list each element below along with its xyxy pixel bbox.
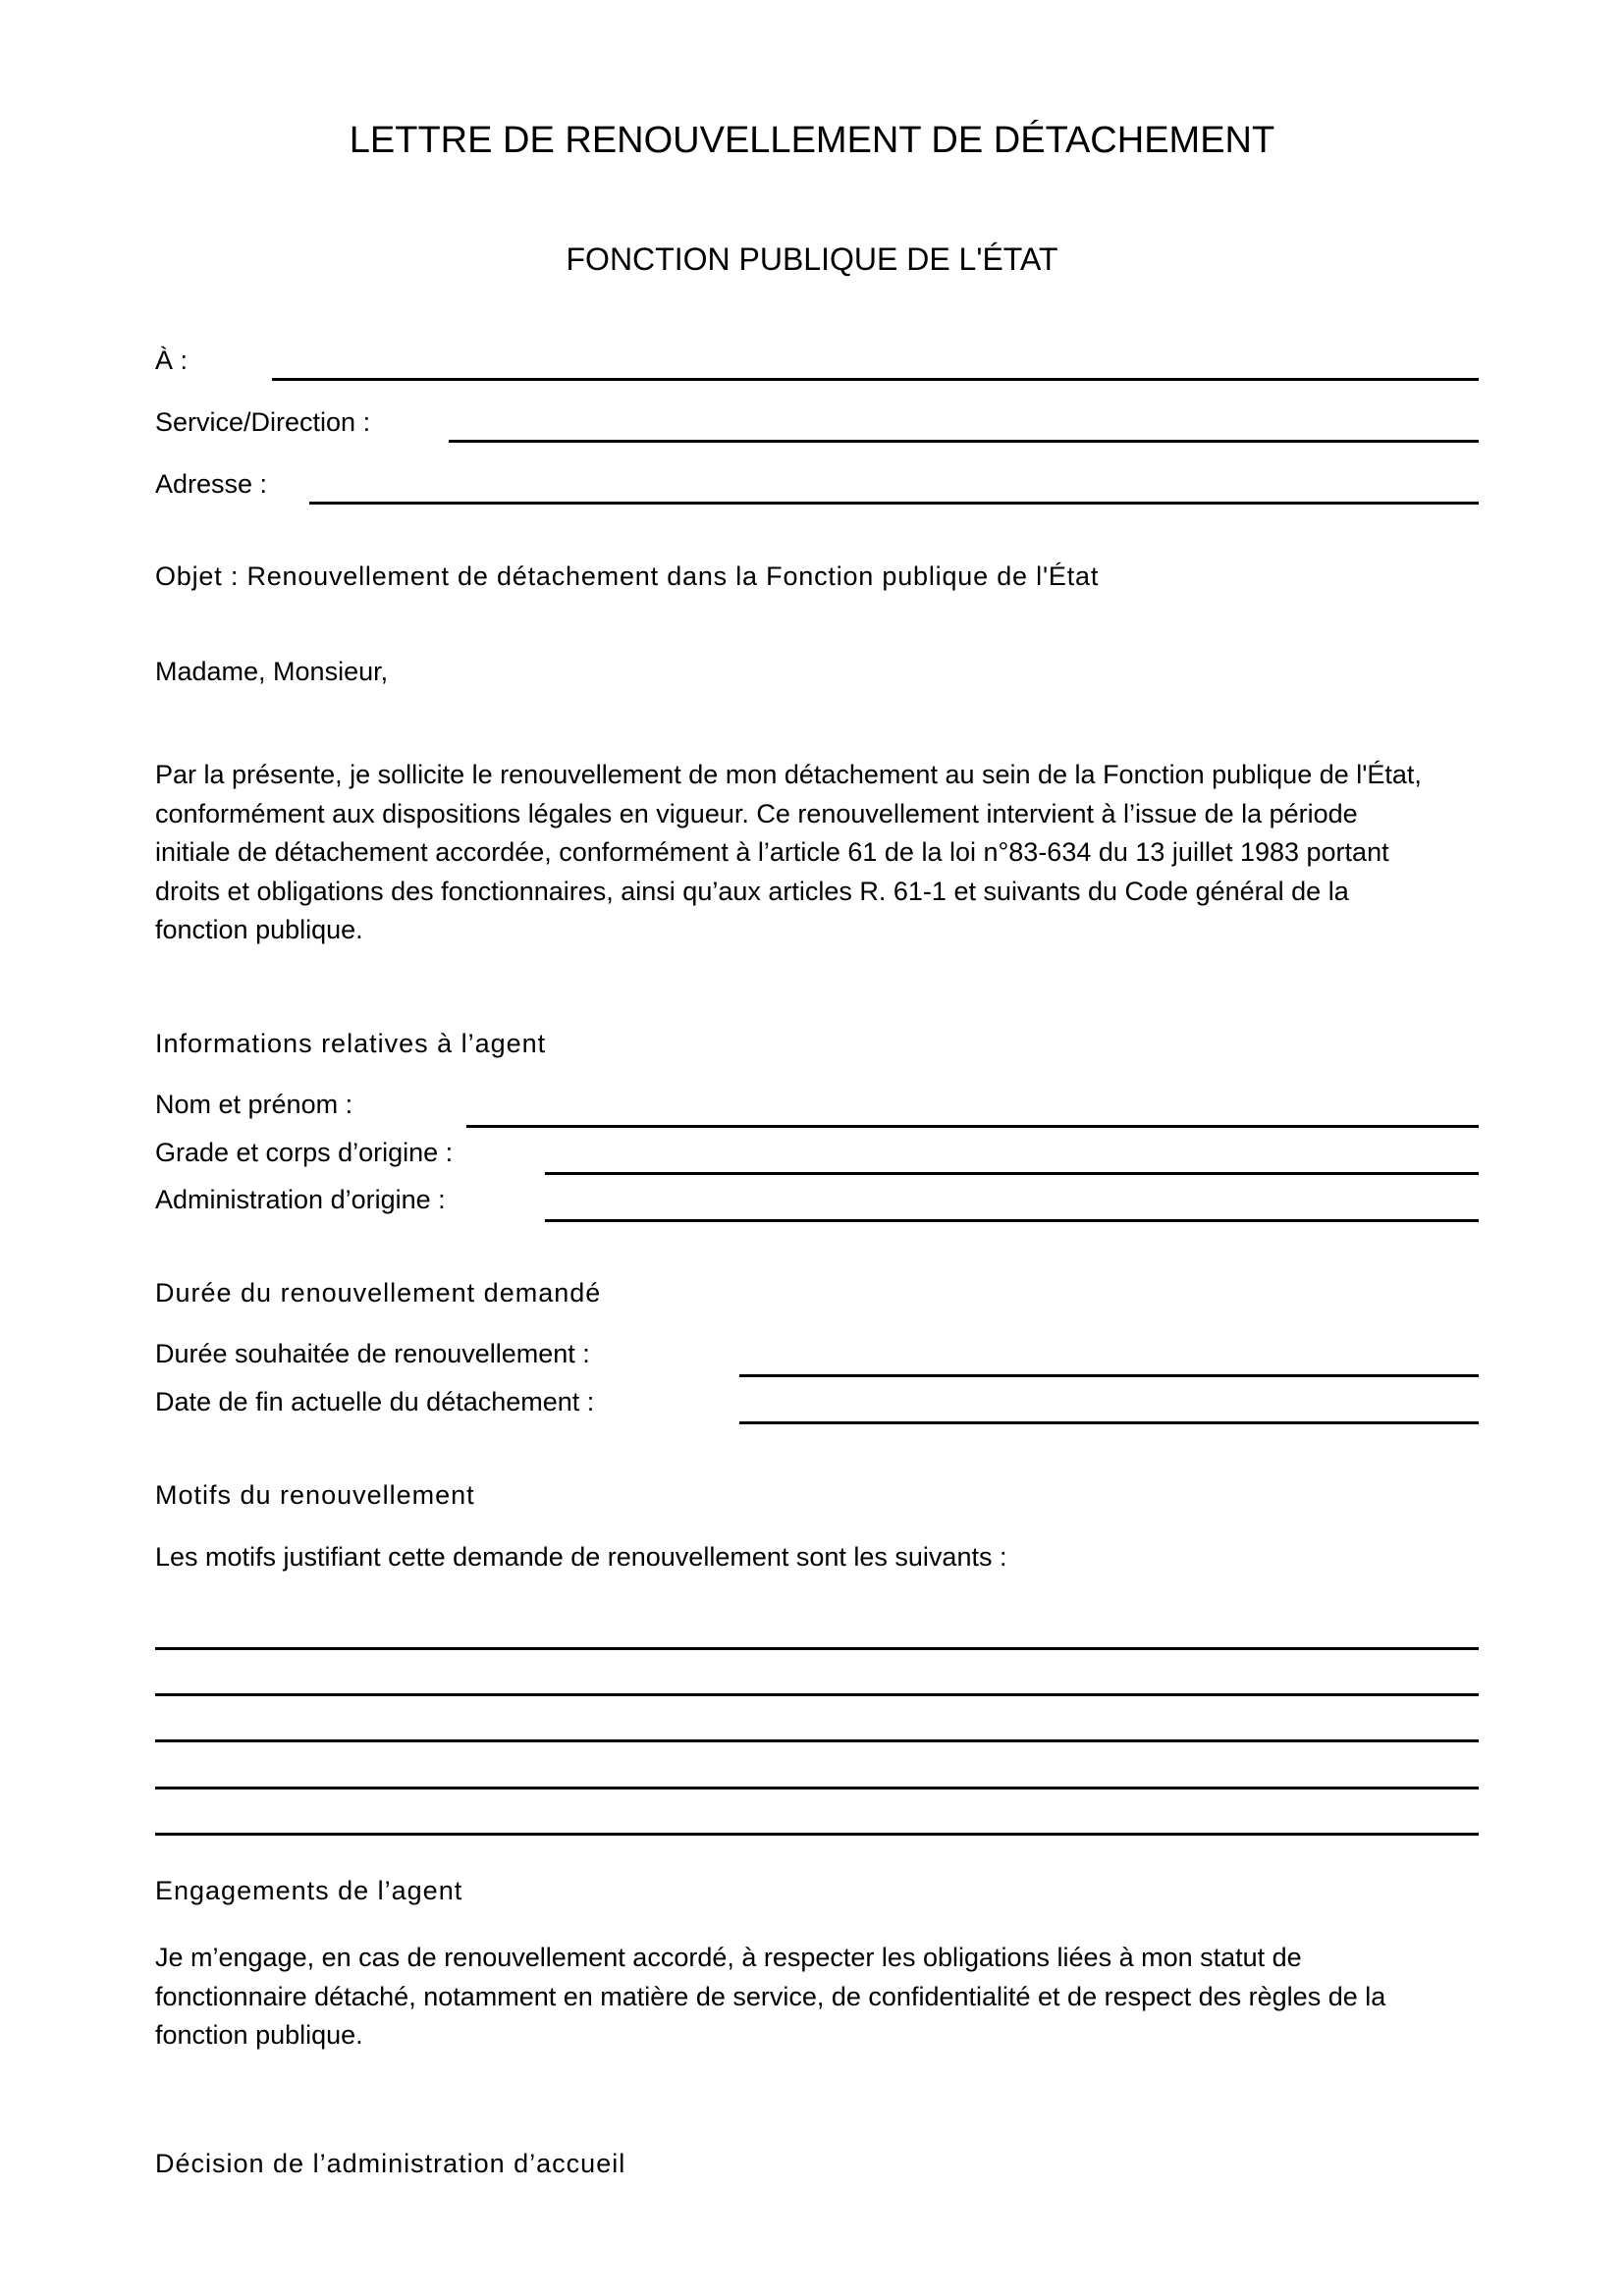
paragraph-line: fonctionnaire détaché, notamment en matière de service, de confidentialité et de respect des règles de la [155,1981,1386,2011]
name-label: Nom et prénom : [155,1090,353,1119]
paragraph-line: fonction publique. [155,915,363,945]
grade-corps-field[interactable] [545,1172,1479,1175]
recipient-label: À : [155,346,189,375]
origin-administration-field[interactable] [545,1219,1479,1222]
paragraph-line: fonction publique. [155,2020,363,2051]
paragraph-line: initiale de détachement accordée, conformément à l’article 61 de la loi n°83-634 du 13 juillet 1983 portant [155,837,1389,868]
paragraph-line: conformément aux dispositions légales en vigueur. Ce renouvellement intervient à l’issue de la période [155,798,1358,828]
current-end-date-field[interactable] [739,1421,1479,1424]
paragraph-line: droits et obligations des fonctionnaires, ainsi qu’aux articles R. 61-1 et suivants du Code général de la [155,876,1349,906]
address-label: Adresse : [155,469,268,499]
reason-line-5[interactable] [155,1833,1479,1836]
name-field[interactable] [466,1125,1479,1128]
reasons-intro: Les motifs justifiant cette demande de renouvellement sont les suivants : [155,1542,1007,1572]
recipient-field[interactable] [272,378,1479,381]
duration-section-heading: Durée du renouvellement demandé [155,1278,602,1308]
object-line: Objet : Renouvellement de détachement dans la Fonction publique de l'État [155,561,1100,591]
desired-duration-field[interactable] [739,1374,1479,1377]
desired-duration-label: Durée souhaitée de renouvellement : [155,1339,590,1368]
service-direction-field[interactable] [449,440,1479,443]
reason-line-2[interactable] [155,1693,1479,1696]
commitments-section-heading: Engagements de l’agent [155,1876,463,1905]
address-field[interactable] [309,502,1479,505]
decision-section-heading: Décision de l’administration d’accueil [155,2149,626,2178]
grade-corps-label: Grade et corps d’origine : [155,1138,454,1167]
reason-line-1[interactable] [155,1647,1479,1650]
commitments-paragraph [155,1939,1471,2056]
document-subtitle: FONCTION PUBLIQUE DE L'ÉTAT [566,241,1058,277]
origin-administration-label: Administration d’origine : [155,1185,446,1214]
intro-paragraph [155,756,1471,950]
reason-line-4[interactable] [155,1787,1479,1789]
agent-section-heading: Informations relatives à l’agent [155,1029,547,1058]
current-end-date-label: Date de fin actuelle du détachement : [155,1387,595,1416]
paragraph-line: Par la présente, je sollicite le renouvellement de mon détachement au sein de la Fonction publique de l'État, [155,760,1422,789]
reason-line-3[interactable] [155,1739,1479,1742]
reasons-section-heading: Motifs du renouvellement [155,1480,475,1510]
service-direction-label: Service/Direction : [155,407,371,437]
document-title: LETTRE DE RENOUVELLEMENT DE DÉTACHEMENT [349,120,1275,161]
salutation: Madame, Monsieur, [155,657,389,686]
paragraph-line: Je m’engage, en cas de renouvellement accordé, à respecter les obligations liées à mon statut de [155,1943,1302,1972]
